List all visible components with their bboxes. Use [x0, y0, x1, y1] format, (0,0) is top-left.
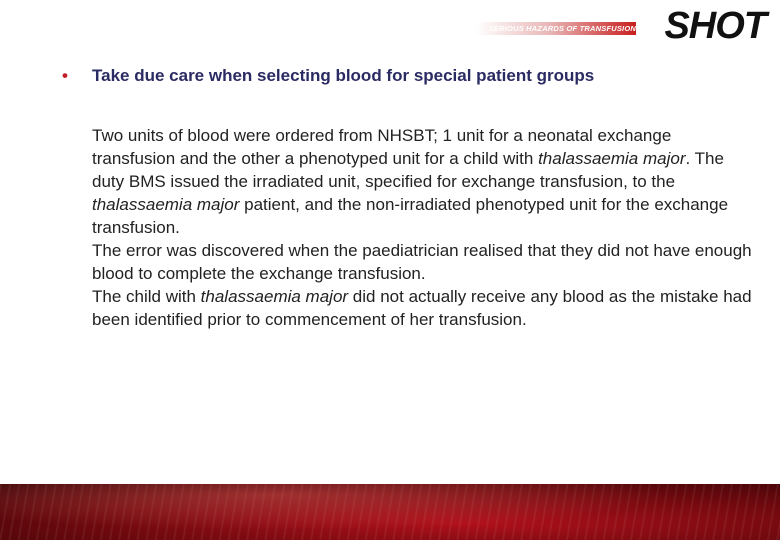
shot-logo — [476, 6, 766, 46]
bullet-heading: Take due care when selecting blood for special patient groups — [92, 66, 595, 85]
p3-text-a: The child with — [92, 287, 201, 306]
paragraph-2: The error was discovered when the paediatrician realised that they did not have enough blood to complete the exchange transfusion. — [92, 241, 752, 283]
footer-decorative-band — [0, 484, 780, 540]
p3-italic: thalassaemia major — [200, 287, 349, 306]
p1-text-a: Two units of blood were ordered from NHSBT; 1 unit for a neonatal exchange transfusion and the other a phenotyped unit for a child with — [92, 126, 672, 168]
logo-subtitle: SERIOUS HAZARDS OF TRANSFUSION — [488, 24, 636, 33]
p1-italic-1: thalassaemia major — [538, 149, 686, 168]
bullet-icon: • — [62, 66, 68, 85]
paragraph-1 — [92, 124, 752, 239]
logo-wordmark: SHOT — [664, 5, 766, 47]
case-description — [92, 124, 752, 331]
p1-text-c: patient, and the non-irradiated phenotyped unit for the exchange transfusion. — [92, 195, 729, 237]
paragraph-3 — [92, 285, 752, 331]
p1-text-b: . The duty BMS issued the irradiated unit, specified for exchange transfusion, to the — [92, 149, 724, 191]
p1-italic-2: thalassaemia major — [92, 195, 240, 214]
p3-text-b: did not actually receive any blood as the mistake had been identified prior to commencement of her transfusion. — [92, 287, 752, 329]
bullet-item — [62, 66, 594, 86]
